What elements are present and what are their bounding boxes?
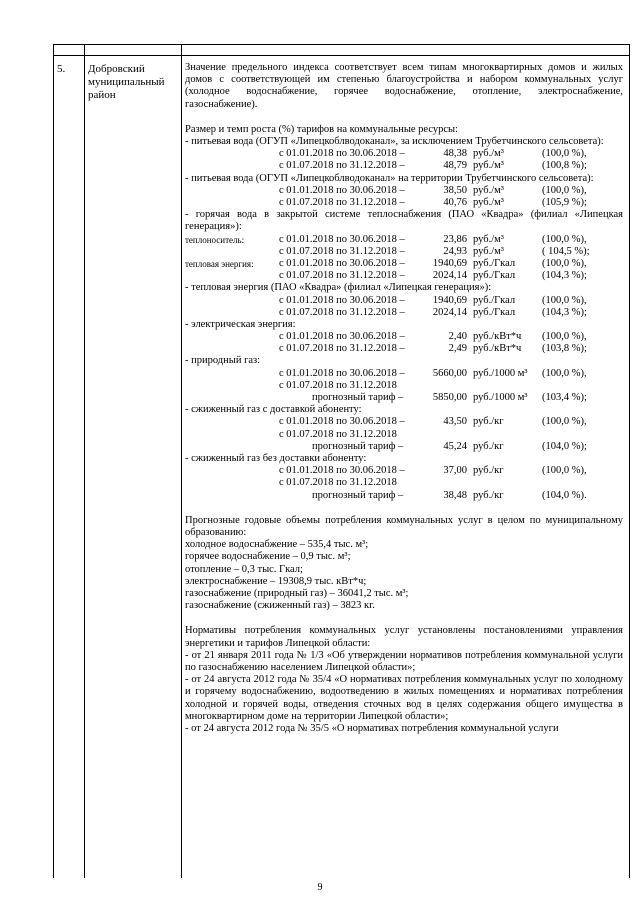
tariff-row (185, 307, 623, 319)
tariff-value: 38,48 (443, 489, 467, 501)
tariff-row (185, 465, 623, 477)
tariff-period: с 01.01.2018 по 30.06.2018 – (279, 233, 405, 245)
volume-gas: газоснабжение (природный газ) – 36041,2 тыс. м³; (185, 588, 409, 599)
volume-cold-water: холодное водоснабжение – 535,4 тыс. м³; (185, 539, 369, 551)
tariff-table (53, 44, 630, 878)
tariff-row (185, 477, 623, 489)
tariff-percent: (100,0 %), (542, 233, 587, 245)
tariff-row (185, 234, 623, 246)
tariff-percent: (104,0 %); (542, 440, 587, 452)
tariff-unit: руб./м³ (473, 245, 504, 257)
tariff-row (185, 331, 623, 343)
volumes-intro: Прогнозные годовые объемы потребления коммунальных услуг в целом по муниципальному образованию: (185, 514, 623, 538)
tariff-unit: руб./кВт*ч (473, 343, 522, 355)
tariff-percent: (103,4 %); (542, 392, 587, 404)
tariff-row (185, 441, 623, 453)
tariff-row (185, 185, 623, 197)
tariff-row (185, 295, 623, 307)
electric-tariff-title: - электрическая энергия: (185, 318, 296, 330)
tariff-unit: руб./кг (473, 440, 504, 452)
tariff-unit: руб./м³ (473, 160, 504, 172)
tariff-row (185, 270, 623, 282)
tariff-unit: руб./кг (473, 465, 504, 477)
tariff-value: 5660,00 (432, 367, 467, 379)
heat-energy-label: тепловая энергия: (185, 258, 254, 269)
table-column-divider (181, 45, 182, 878)
tariff-period: с 01.01.2018 по 30.06.2018 – (279, 331, 405, 343)
tariff-percent: (104,3 %); (542, 306, 587, 318)
hot-water-tariff-title: - горячая вода в закрытой системе теплоснабжения (ПАО «Квадра» (филиал «Липецкая генерация»): (185, 209, 623, 233)
tariff-value: 24,93 (443, 245, 467, 257)
tariff-value: 40,76 (443, 196, 467, 208)
tariff-value: 23,86 (443, 233, 467, 245)
tariff-percent: (105,9 %); (542, 196, 587, 208)
gas-tariff-title: - природный газ: (185, 355, 261, 367)
norms-item: - от 21 января 2011 года № 1/3 «Об утверждении нормативов потребления коммунальной услуги по газоснабжению населением Липецкой области»; (185, 649, 623, 674)
tariff-row (185, 343, 623, 355)
tariff-row (185, 380, 623, 392)
tariff-period: с 01.07.2018 по 31.12.2018 (279, 379, 397, 391)
heat-carrier-label: теплоноситель: (185, 234, 245, 245)
tariff-period: с 01.07.2018 по 31.12.2018 – (279, 343, 405, 355)
tariff-unit: руб./кВт*ч (473, 331, 522, 343)
norms-item: - от 24 августа 2012 года № 35/4 «О нормативах потребления коммунальных услуг по холодному и горячему водоснабжению, водоотведению в жилых помещениях и нормативах потребления холодной и горячей воды, отведения сточных вод в целях содержания общего имущества в многоквартирном доме на территории Липецкой области»; (185, 674, 623, 722)
tariff-unit: руб./кг (473, 416, 504, 428)
tariff-period: с 01.07.2018 по 31.12.2018 (279, 477, 397, 489)
volume-electric: электроснабжение – 19308,9 тыс. кВт*ч; (185, 575, 367, 587)
lpg-delivery-tariff-title: - сжиженный газ с доставкой абоненту: (185, 404, 362, 416)
tariff-period: с 01.01.2018 по 30.06.2018 – (279, 294, 405, 306)
tariff-percent: (100,0 %), (542, 416, 587, 428)
tariff-row (185, 368, 623, 380)
lpg-no-delivery-tariff-title: - сжиженный газ без доставки абоненту: (185, 453, 367, 465)
tariff-unit: руб./Гкал (473, 294, 516, 306)
tariff-period: прогнозный тариф – (312, 489, 404, 501)
tariff-percent: ( 104,5 %); (542, 245, 590, 257)
tariff-row (185, 160, 623, 172)
tariff-value: 2024,14 (432, 270, 467, 282)
tariff-row (185, 246, 623, 258)
tariff-row (185, 429, 623, 441)
tariff-value: 2,49 (448, 343, 467, 355)
tariff-row (185, 197, 623, 209)
tariff-unit: руб./м³ (473, 196, 504, 208)
tariff-period: с 01.07.2018 по 31.12.2018 – (279, 196, 405, 208)
tariff-value: 48,79 (443, 160, 467, 172)
tariff-value: 2,40 (448, 331, 467, 343)
district-name: Добровский муниципальный район (88, 63, 165, 101)
tariff-period: с 01.01.2018 по 30.06.2018 – (279, 465, 405, 477)
volume-heating: отопление – 0,3 тыс. Гкал; (185, 563, 303, 575)
tariff-value: 1940,69 (432, 294, 467, 306)
tariff-row (185, 148, 623, 160)
tariff-percent: (100,0 %), (542, 331, 587, 343)
tariff-percent: (100,8 %); (542, 160, 587, 172)
tariff-percent: (104,3 %); (542, 270, 587, 282)
tariff-percent: (100,0 %), (542, 294, 587, 306)
tariff-period: с 01.01.2018 по 30.06.2018 – (279, 148, 405, 160)
water-tariff-title: - питьевая вода (ОГУП «Липецкоблводоканал» на территории Трубетчинского сельсовета): (185, 172, 594, 184)
tariff-unit: руб./Гкал (473, 270, 516, 282)
tariff-value: 37,00 (443, 465, 467, 477)
tariff-unit: руб./кг (473, 489, 504, 501)
tariff-value: 45,24 (443, 440, 467, 452)
tariff-period: прогнозный тариф – (312, 392, 404, 404)
tariff-percent: (100,0 %), (542, 184, 587, 196)
tariff-unit: руб./Гкал (473, 306, 516, 318)
tariff-value: 5850,00 (432, 392, 467, 404)
tariff-row (185, 416, 623, 428)
tariff-period: с 01.01.2018 по 30.06.2018 – (279, 416, 405, 428)
tariff-period: прогнозный тариф – (312, 440, 404, 452)
row-number: 5. (57, 63, 66, 75)
tariff-value: 48,38 (443, 148, 467, 160)
tariff-percent: (100,0 %), (542, 148, 587, 160)
heat-tariff-title: - тепловая энергия (ПАО «Квадра» (филиал «Липецкая генерация»): (185, 282, 492, 294)
tariff-percent: (100,0 %), (542, 367, 587, 379)
tariff-value: 43,50 (443, 416, 467, 428)
intro-paragraph: Значение предельного индекса соответствует всем типам многоквартирных домов и жилых домов с соответствующей им степенью благоустройства и набором коммунальных услуг (холодное водоснабжение, горячее водоснабжение, отопление, электроснабжение, газоснабжение). (185, 62, 623, 110)
tariff-period: с 01.01.2018 по 30.06.2018 – (279, 184, 405, 196)
tariff-period: с 01.07.2018 по 31.12.2018 – (279, 245, 405, 257)
tariff-value: 2024,14 (432, 306, 467, 318)
tariff-value: 1940,69 (432, 257, 467, 269)
tariff-value: 38,50 (443, 184, 467, 196)
tariff-unit: руб./м³ (473, 148, 504, 160)
tariff-period: с 01.01.2018 по 30.06.2018 – (279, 257, 405, 269)
tariff-percent: (100,0 %), (542, 465, 587, 477)
volume-lpg: газоснабжение (сжиженный газ) – 3823 кг. (185, 600, 375, 612)
norms-intro: Нормативы потребления коммунальных услуг установлены постановлениями управления энергетики и тарифов Липецкой области: (185, 625, 623, 649)
volume-hot-water: горячее водоснабжение – 0,9 тыс. м³; (185, 551, 351, 563)
norms-item: - от 24 августа 2012 года № 35/5 «О нормативах потребления коммунальной услуги (185, 723, 559, 735)
tariff-unit: руб./м³ (473, 233, 504, 245)
table-row-divider (54, 55, 629, 56)
water-tariff-title: - питьевая вода (ОГУП «Липецкоблводоканал», за исключением Трубетчинского сельсовета): (185, 136, 604, 148)
tariff-period: с 01.07.2018 по 31.12.2018 – (279, 270, 405, 282)
tariff-unit: руб./1000 м³ (473, 367, 528, 379)
tariff-period: с 01.07.2018 по 31.12.2018 – (279, 160, 405, 172)
tariff-percent: (100,0 %), (542, 257, 587, 269)
tariff-percent: (103,8 %); (542, 343, 587, 355)
tariff-unit: руб./1000 м³ (473, 392, 528, 404)
tariff-unit: руб./м³ (473, 184, 504, 196)
tariff-row (185, 392, 623, 404)
table-column-divider (84, 45, 85, 878)
page-number: 9 (317, 882, 323, 893)
tariff-period: с 01.01.2018 по 30.06.2018 – (279, 367, 405, 379)
tariff-period: с 01.07.2018 по 31.12.2018 – (279, 306, 405, 318)
tariff-percent: (104,0 %). (542, 489, 587, 501)
tariff-row (185, 258, 623, 270)
tariff-row (185, 490, 623, 502)
tariff-unit: руб./Гкал (473, 257, 516, 269)
district-content (185, 62, 623, 735)
tariffs-heading: Размер и темп роста (%) тарифов на коммунальные ресурсы: (185, 123, 458, 135)
tariff-period: с 01.07.2018 по 31.12.2018 (279, 428, 397, 440)
